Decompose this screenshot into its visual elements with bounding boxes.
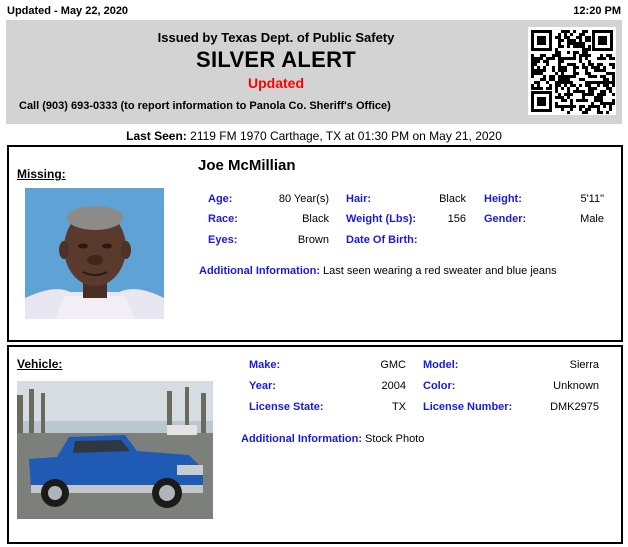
missing-person-photo <box>25 188 164 319</box>
missing-info-value: Last seen wearing a red sweater and blue jeans <box>323 265 557 277</box>
hair-label: Hair: <box>346 193 372 205</box>
eyes-label: Eyes: <box>208 234 238 246</box>
vehicle-section-label: Vehicle: <box>17 357 63 371</box>
missing-section-label: Missing: <box>17 167 66 181</box>
model-label: Model: <box>423 359 459 371</box>
top-bar <box>0 0 628 20</box>
dob-label: Date Of Birth: <box>346 234 418 246</box>
last-seen-label: Last Seen: <box>126 129 187 143</box>
alert-header <box>6 20 622 124</box>
last-seen-value: 2119 FM 1970 Carthage, TX at 01:30 PM on May 21, 2020 <box>190 129 502 143</box>
license-state-label: License State: <box>249 401 324 413</box>
missing-info-label: Additional Information: <box>199 265 320 277</box>
hair-value: Black <box>439 193 466 205</box>
race-value: Black <box>302 213 329 225</box>
last-seen-line <box>0 129 628 143</box>
height-value: 5'11" <box>580 193 604 205</box>
issuer-line: Issued by Texas Dept. of Public Safety <box>157 30 395 45</box>
model-value: Sierra <box>569 359 599 371</box>
weight-value: 156 <box>447 213 466 225</box>
vehicle-additional-info <box>241 433 424 445</box>
updated-date: Updated - May 22, 2020 <box>7 5 129 17</box>
make-label: Make: <box>249 359 281 371</box>
updated-time: 12:20 PM <box>573 5 621 17</box>
eyes-value: Brown <box>297 234 329 246</box>
race-label: Race: <box>208 213 238 225</box>
missing-panel <box>7 145 623 342</box>
color-value: Unknown <box>553 380 599 392</box>
gender-label: Gender: <box>484 213 527 225</box>
color-label: Color: <box>423 380 456 392</box>
alert-title: SILVER ALERT <box>195 47 357 72</box>
vehicle-photo <box>17 381 213 519</box>
year-value: 2004 <box>381 380 406 392</box>
vehicle-panel <box>7 345 623 544</box>
weight-label: Weight (Lbs): <box>346 213 417 225</box>
license-state-value: TX <box>391 401 406 413</box>
contact-line: Call (903) 693-0333 (to report information to Panola Co. Sheriff's Office) <box>19 100 391 112</box>
license-number-label: License Number: <box>423 401 513 413</box>
make-value: GMC <box>380 359 406 371</box>
qr-code-icon[interactable] <box>528 27 616 115</box>
gender-value: Male <box>580 213 604 225</box>
alert-status: Updated <box>248 75 304 91</box>
age-value: 80 Year(s) <box>278 193 329 205</box>
vehicle-info-value: Stock Photo <box>365 433 425 445</box>
vehicle-info-label: Additional Information: <box>241 433 362 445</box>
missing-person-name: Joe McMillian <box>198 157 296 174</box>
missing-additional-info <box>199 265 557 277</box>
year-label: Year: <box>249 380 276 392</box>
height-label: Height: <box>484 193 522 205</box>
license-number-value: DMK2975 <box>550 401 599 413</box>
age-label: Age: <box>208 193 233 205</box>
